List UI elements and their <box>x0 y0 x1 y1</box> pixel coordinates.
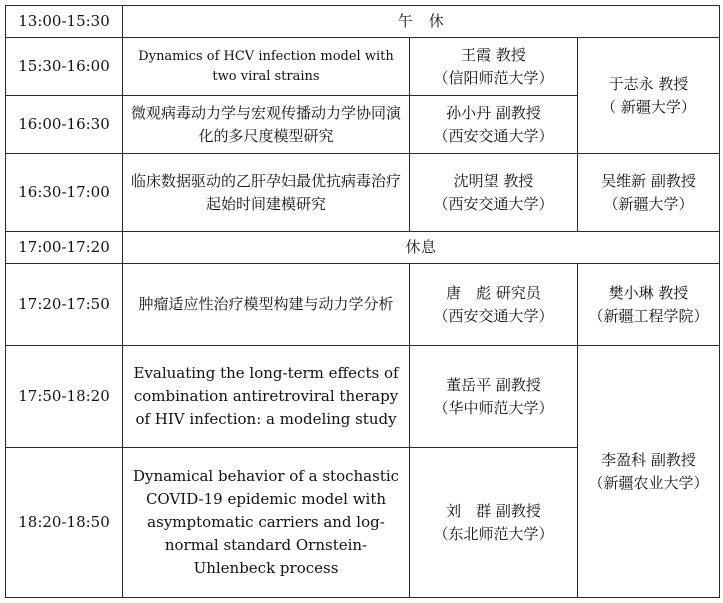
speaker-name: 孙小丹 副教授 <box>446 103 541 122</box>
talk-title: Dynamics of HCV infection model with two viral strains <box>123 38 410 96</box>
schedule-row <box>6 154 720 232</box>
speaker-cell <box>410 38 578 96</box>
speaker-name: 董岳平 副教授 <box>446 375 541 394</box>
speaker-affiliation: （西安交通大学） <box>433 306 554 325</box>
speaker-affiliation: （东北师范大学） <box>433 524 554 543</box>
talk-title: 微观病毒动力学与宏观传播动力学协同演化的多尺度模型研究 <box>123 96 410 154</box>
speaker-affiliation: （西安交通大学） <box>433 194 554 213</box>
chair-cell <box>578 38 720 154</box>
chair-affiliation: （新疆农业大学） <box>588 473 709 492</box>
schedule-table <box>5 5 720 598</box>
time-cell: 15:30-16:00 <box>6 38 123 96</box>
speaker-cell <box>410 154 578 232</box>
chair-cell <box>578 346 720 598</box>
schedule-row <box>6 38 720 96</box>
time-cell: 18:20-18:50 <box>6 448 123 598</box>
speaker-affiliation: （信阳师范大学） <box>433 68 554 87</box>
chair-affiliation: （新疆大学） <box>603 194 694 213</box>
speaker-cell <box>410 264 578 346</box>
chair-name: 吴维新 副教授 <box>601 171 696 190</box>
speaker-affiliation: （华中师范大学） <box>433 398 554 417</box>
schedule-row <box>6 264 720 346</box>
talk-title: Dynamical behavior of a stochastic COVID-19 epidemic model with asymptomatic carriers and log-normal standard Ornstein-Uhlenbeck process <box>123 448 410 598</box>
break-cell: 休息 <box>123 232 720 264</box>
schedule-row <box>6 346 720 448</box>
talk-title: Evaluating the long-term effects of combination antiretroviral therapy of HIV infection: a modeling study <box>123 346 410 448</box>
speaker-cell <box>410 346 578 448</box>
chair-affiliation: （ 新疆大学） <box>601 97 696 116</box>
time-cell: 16:00-16:30 <box>6 96 123 154</box>
speaker-affiliation: （西安交通大学） <box>433 126 554 145</box>
speaker-name: 沈明望 教授 <box>453 171 534 190</box>
time-cell: 17:00-17:20 <box>6 232 123 264</box>
time-cell: 16:30-17:00 <box>6 154 123 232</box>
speaker-name: 王霞 教授 <box>461 45 526 64</box>
time-cell: 13:00-15:30 <box>6 6 123 38</box>
speaker-name: 刘 群 副教授 <box>446 501 541 520</box>
time-cell: 17:20-17:50 <box>6 264 123 346</box>
talk-title: 临床数据驱动的乙肝孕妇最优抗病毒治疗起始时间建模研究 <box>123 154 410 232</box>
chair-name: 于志永 教授 <box>608 74 689 93</box>
chair-affiliation: （新疆工程学院） <box>588 306 709 325</box>
time-cell: 17:50-18:20 <box>6 346 123 448</box>
speaker-cell <box>410 96 578 154</box>
chair-cell <box>578 264 720 346</box>
chair-name: 李盈科 副教授 <box>601 450 696 469</box>
speaker-name: 唐 彪 研究员 <box>446 283 541 302</box>
talk-title: 肿瘤适应性治疗模型构建与动力学分析 <box>123 264 410 346</box>
speaker-cell <box>410 448 578 598</box>
schedule-row <box>6 6 720 38</box>
chair-name: 樊小琳 教授 <box>608 283 689 302</box>
schedule-row <box>6 232 720 264</box>
lunch-break-cell: 午 休 <box>123 6 720 38</box>
chair-cell <box>578 154 720 232</box>
